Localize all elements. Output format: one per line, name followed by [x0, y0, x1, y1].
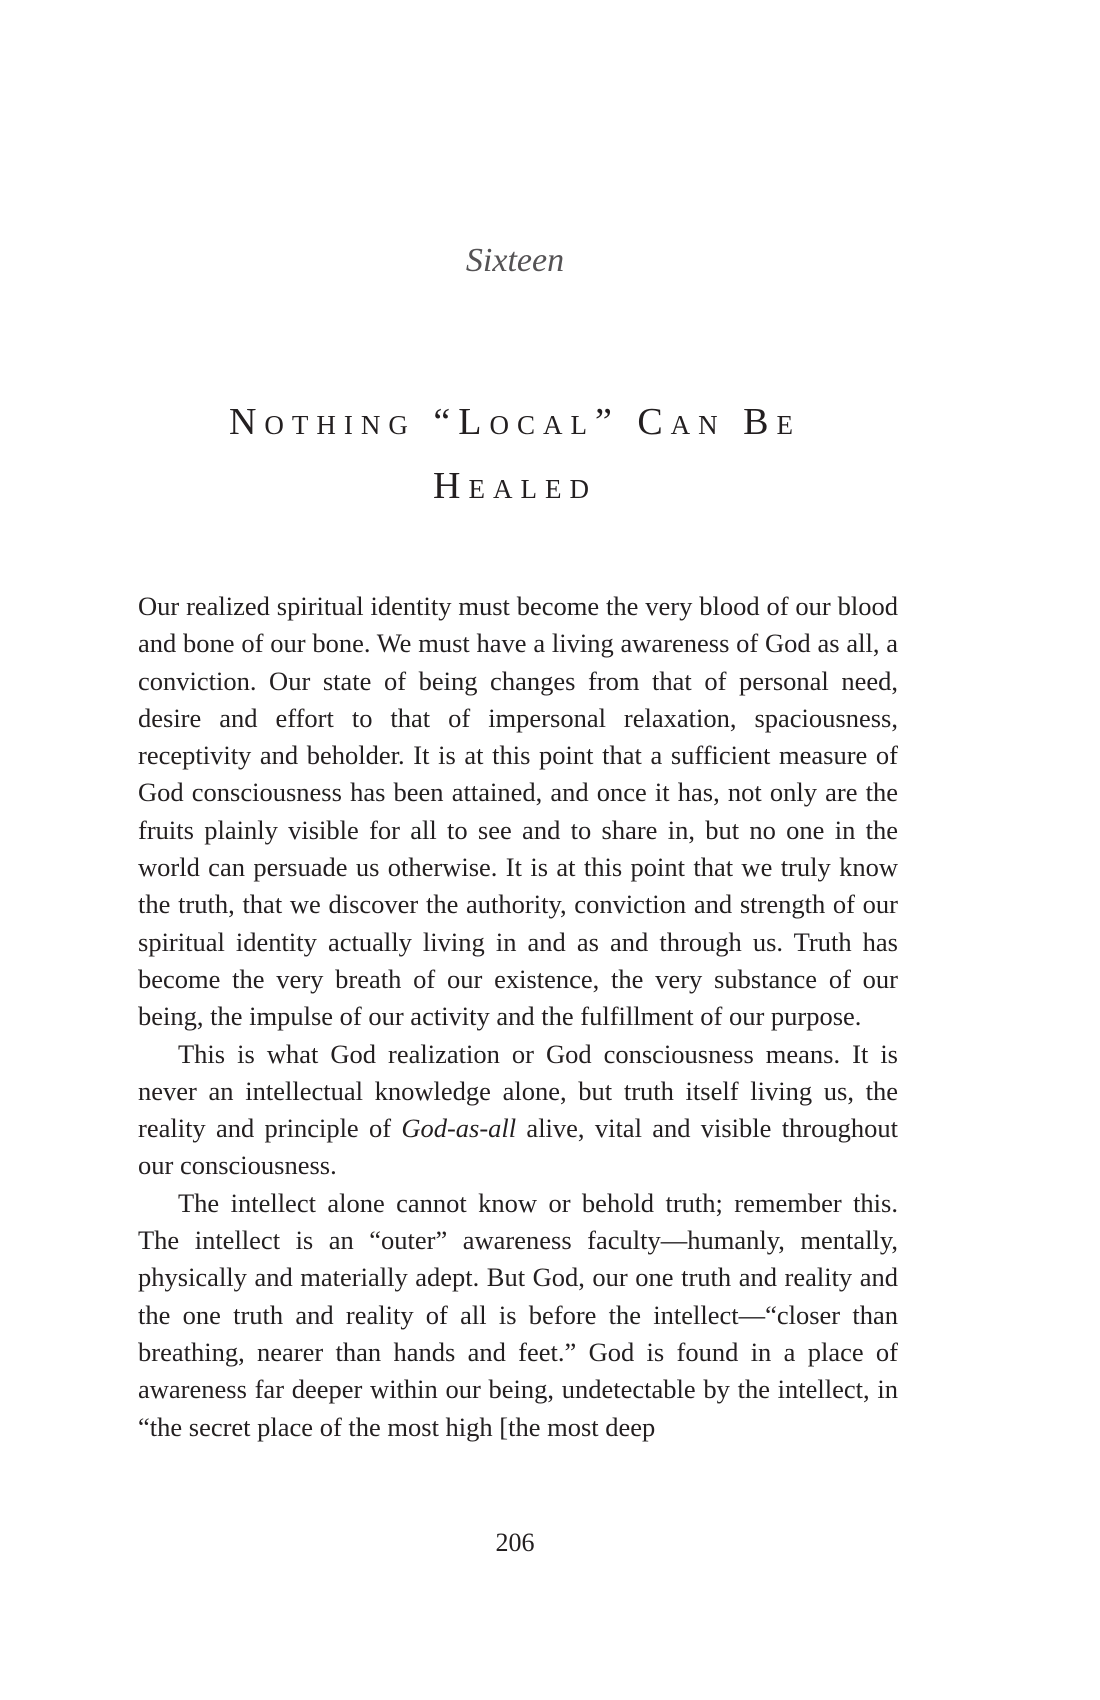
paragraph-2-after: alive, vital and visible throughout our consciousness.: [138, 1113, 898, 1181]
paragraph-1: Our realized spiritual identity must become the very blood of our blood and bone of our bone. We must have a living awareness of God as all, a conviction. Our state of being changes from that of personal need, desire and effort to that of impersonal relaxation, spaciousness, receptivity and beholder. It is at this point that a sufficient measure of God consciousness has been attained, and once it has, not only are the fruits plainly visible for all to see and to share in, but no one in the world can persuade us otherwise. It is at this point that we truly know the truth, that we discover the authority, conviction and strength of our spiritual identity actually living in and as and through us. Truth has become the very breath of our existence, the very substance of our being, the impulse of our activity and the fulfillment of our purpose.: [138, 591, 898, 1032]
chapter-number: Sixteen: [465, 242, 565, 279]
paragraph-2-before: This is what God realization or God consciousness means. It is never an intellectual knowledge alone, but truth itself living us, the reality and principle of: [138, 1038, 898, 1144]
paragraph-2-emphasis: God-as-all: [401, 1113, 517, 1144]
chapter-title: [140, 390, 890, 518]
paragraph-2: [138, 1036, 898, 1185]
chapter-title-line-1: Nothing “Local” Can Be: [228, 401, 802, 443]
page-number: 206: [495, 1528, 535, 1557]
body-text: [138, 588, 898, 1446]
paragraph-3: The intellect alone cannot know or behold truth; remember this. The intellect is an “outer” awareness faculty—humanly, mentally, physically and materially adept. But God, our one truth and reality and the one truth and reality of all is before the intellect—“closer than breathing, nearer than hands and feet.” God is found in a place of awareness far deeper within our being, undetectable by the intellect, in “the secret place of the most high [the most deep: [138, 1187, 898, 1442]
chapter-title-line-2: Healed: [433, 465, 597, 507]
